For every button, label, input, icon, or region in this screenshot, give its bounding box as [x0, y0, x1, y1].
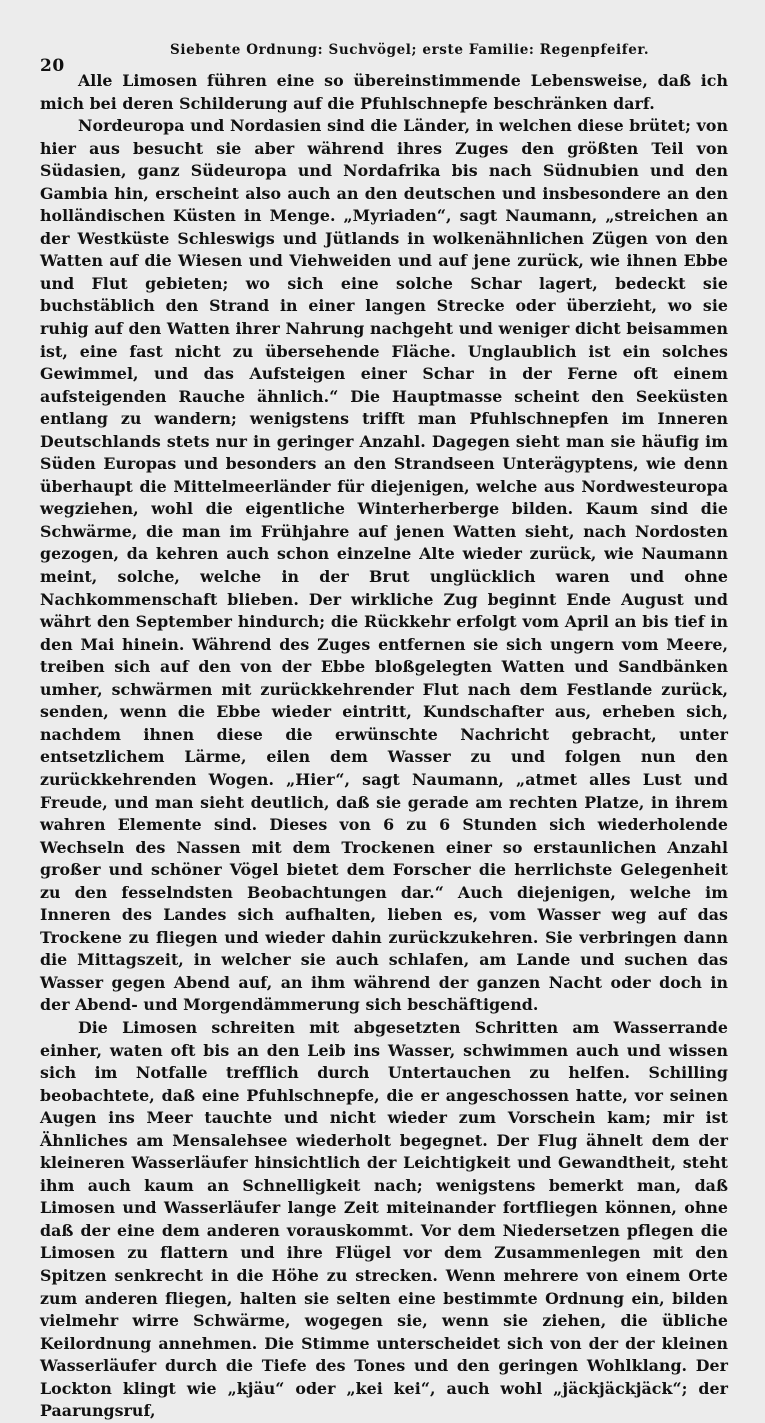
paragraph: Die Limosen schreiten mit abgesetzten Schritten am Wasserrande einher, waten oft bis an den Leib ins Wasser, schwimmen auch und wissen sich im Notfalle trefflich durch Untertauchen zu helfen. Schilling beobachtete, daß eine Pfuhlschnepfe, die er angeschossen hatte, vor seinen Augen ins Meer tauchte und nicht wieder zum Vorschein kam; mir ist Ähnliches am Mensalehsee wiederholt begegnet. Der Flug ähnelt dem der kleineren Wasserläufer hinsichtlich der Leichtigkeit und Gewandtheit, steht ihm auch kaum an Schnelligkeit nach; wenigstens bemerkt man, daß Limosen und Wasserläufer lange Zeit miteinander fortfliegen können, ohne daß der eine dem anderen vorauskommt. Vor dem Niedersetzen pflegen die Limosen zu flattern und ihre Flügel vor dem Zusammenlegen mit den Spitzen senkrecht in die Höhe zu strecken. Wenn mehrere von einem Orte zum anderen fliegen, halten sie selten eine bestimmte Ordnung ein, bilden vielmehr wirre Schwärme, wogegen sie, wenn sie ziehen, die übliche Keilordnung annehmen. Die Stimme unterscheidet sich von der der kleinen Wasserläufer durch die Tiefe des Tones und den geringen Wohlklang. Der Lockton klingt wie „kjäu“ oder „kei kei“, auch wohl „jäckjäckjäck“; der Paarungsruf, — [40, 1017, 728, 1421]
running-head: Siebente Ordnung: Suchvögel; erste Familie: Regenpfeifer. — [170, 42, 650, 58]
page-number: 20 — [40, 56, 65, 76]
paragraph: Alle Limosen führen eine so übereinstimmende Lebensweise, daß ich mich bei deren Schilderung auf die Pfuhlschnepfe beschränken darf. — [40, 71, 728, 113]
body-text — [40, 70, 728, 1423]
paragraph: Nordeuropa und Nordasien sind die Länder, in welchen diese brütet; von hier aus besucht sie aber während ihres Zuges den größten Teil von Südasien, ganz Südeuropa und Nordafrika bis nach Südnubien und den Gambia hin, erscheint also auch an den deutschen und insbesondere an den holländischen Küsten in Menge. „Myriaden“, sagt Naumann, „streichen an der Westküste Schleswigs und Jütlands in wolkenähnlichen Zügen von den Watten auf die Wiesen und Viehweiden und auf jene zurück, wie ihnen Ebbe und Flut gebieten; wo sich eine solche Schar lagert, bedeckt sie buchstäblich den Strand in einer langen Strecke oder überzieht, wo sie ruhig auf den Watten ihrer Nahrung nachgeht und weniger dicht beisammen ist, eine fast nicht zu übersehende Fläche. Unglaublich ist ein solches Gewimmel, und das Aufsteigen einer Schar in der Ferne oft einem aufsteigenden Rauche ähnlich.“ Die Hauptmasse scheint den Seeküsten entlang zu wandern; wenigstens trifft man Pfuhlschnepfen im Inneren Deutschlands stets nur in geringer Anzahl. Dagegen sieht man sie häufig im Süden Europas und besonders an den Strandseen Unterägyptens, wie denn überhaupt die Mittelmeerländer für diejenigen, welche aus Nordwesteuropa wegziehen, wohl die eigentliche Winterherberge bilden. Kaum sind die Schwärme, die man im Frühjahre auf jenen Watten sieht, nach Nordosten gezogen, da kehren auch schon einzelne Alte wieder zurück, wie Naumann meint, solche, welche in der Brut unglücklich waren und ohne Nachkommenschaft blieben. Der wirkliche Zug beginnt Ende August und währt den September hindurch; die Rückkehr erfolgt vom April an bis tief in den Mai hinein. Während des Zuges entfernen sie sich ungern vom Meere, treiben sich auf den von der Ebbe bloßgelegten Watten und Sandbänken umher, schwärmen mit zurückkehrender Flut nach dem Festlande zurück, senden, wenn die Ebbe wieder eintritt, Kundschafter aus, erheben sich, nachdem ihnen diese die erwünschte Nachricht gebracht, unter entsetzlichem Lärme, eilen dem Wasser zu und folgen nun den zurückkehrenden Wogen. „Hier“, sagt Naumann, „atmet alles Lust und Freude, und man sieht deutlich, daß sie gerade am rechten Platze, in ihrem wahren Elemente sind. Dieses von 6 zu 6 Stunden sich wiederholende Wechseln des Nassen mit dem Trockenen einer so erstaunlichen Anzahl großer und schöner Vögel bietet dem Forscher die herrlichste Gelegenheit zu den fesselndsten Beobachtungen dar.“ Auch diejenigen, welche im Inneren des Landes sich aufhalten, lieben es, vom Wasser weg auf das Trockene zu fliegen und wieder dahin zurückzukehren. Sie verbringen dann die Mittagszeit, in welcher sie auch schlafen, am Lande und suchen das Wasser gegen Abend auf, an ihm während der ganzen Nacht oder doch in der Abend- und Morgendämmerung sich beschäftigend. — [40, 116, 728, 1015]
page-header — [40, 42, 730, 76]
